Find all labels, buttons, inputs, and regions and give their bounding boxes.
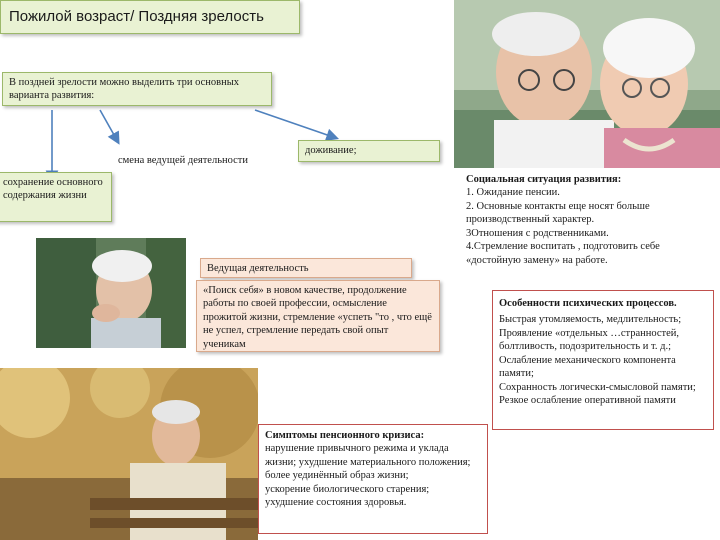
variant-middle-text: смена ведущей деятельности xyxy=(118,155,248,166)
elderly-woman-photo xyxy=(36,238,186,348)
crisis-box xyxy=(258,424,488,534)
variant-middle-box xyxy=(112,152,297,170)
crisis-line: ускорение биологического старения; xyxy=(265,483,430,495)
leading-activity-heading: Ведущая деятельность xyxy=(207,263,309,274)
mental-processes-line: Резкое ослабление оперативной памяти xyxy=(499,395,676,407)
mental-processes-line: Ослабление механического компонента памяти; xyxy=(499,354,676,380)
arrow-middle xyxy=(100,110,118,142)
page-title: Пожилой возраст/ Поздняя зрелость xyxy=(0,0,300,34)
crisis-heading: Симптомы пенсионного кризиса: xyxy=(265,430,425,441)
mental-processes-line: Сохранность логически-смысловой памяти; xyxy=(499,381,696,393)
variant-left-text: сохранение основного содержания жизни xyxy=(3,177,103,202)
mental-processes-heading: Особенности психических процессов. xyxy=(499,298,677,309)
intro-text: В поздней зрелости можно выделить три основных варианта развития: xyxy=(9,77,240,102)
variant-left-box xyxy=(0,172,112,222)
mental-processes-box xyxy=(492,290,714,430)
crisis-line: ухудшение состояния здоровья. xyxy=(265,497,407,509)
elderly-man-photo xyxy=(0,368,258,540)
social-situation-line: 4.Стремление воспитать , подготовить себе «достойную замену» на работе. xyxy=(466,241,660,266)
mental-processes-line: Быстрая утомляемость, медлительность; xyxy=(499,314,682,326)
leading-activity-heading-box xyxy=(200,258,412,278)
arrow-right xyxy=(255,110,336,138)
variant-right-box xyxy=(298,140,440,162)
crisis-line: более уединённый образ жизни; xyxy=(265,470,409,482)
variant-right-text: доживание; xyxy=(305,145,357,156)
crisis-line: нарушение привычного режима и уклада жизни; ухудшение материального положения; xyxy=(265,443,471,468)
elderly-couple-photo xyxy=(454,0,720,168)
mental-processes-line: Проявление «отдельных …странностей, болтливость, подозрительность и т. д.; xyxy=(499,327,680,353)
leading-activity-text: «Поиск себя» в новом качестве, продолжение работы по своей профессии, осмысление прожитой жизни, стремление «успеть "то , что ещё не успел, стремление передать свой опыт ученикам xyxy=(203,285,432,350)
social-situation-line: 2. Основные контакты еще носят больше производственный характер. xyxy=(466,200,650,226)
social-situation-line: 3Отношения с родственниками. xyxy=(466,227,609,239)
leading-activity-box xyxy=(196,280,440,352)
social-situation-heading: Социальная ситуация развития: xyxy=(466,174,622,185)
social-situation-box xyxy=(462,171,712,271)
social-situation-line: 1. Ожидание пенсии. xyxy=(466,187,560,199)
